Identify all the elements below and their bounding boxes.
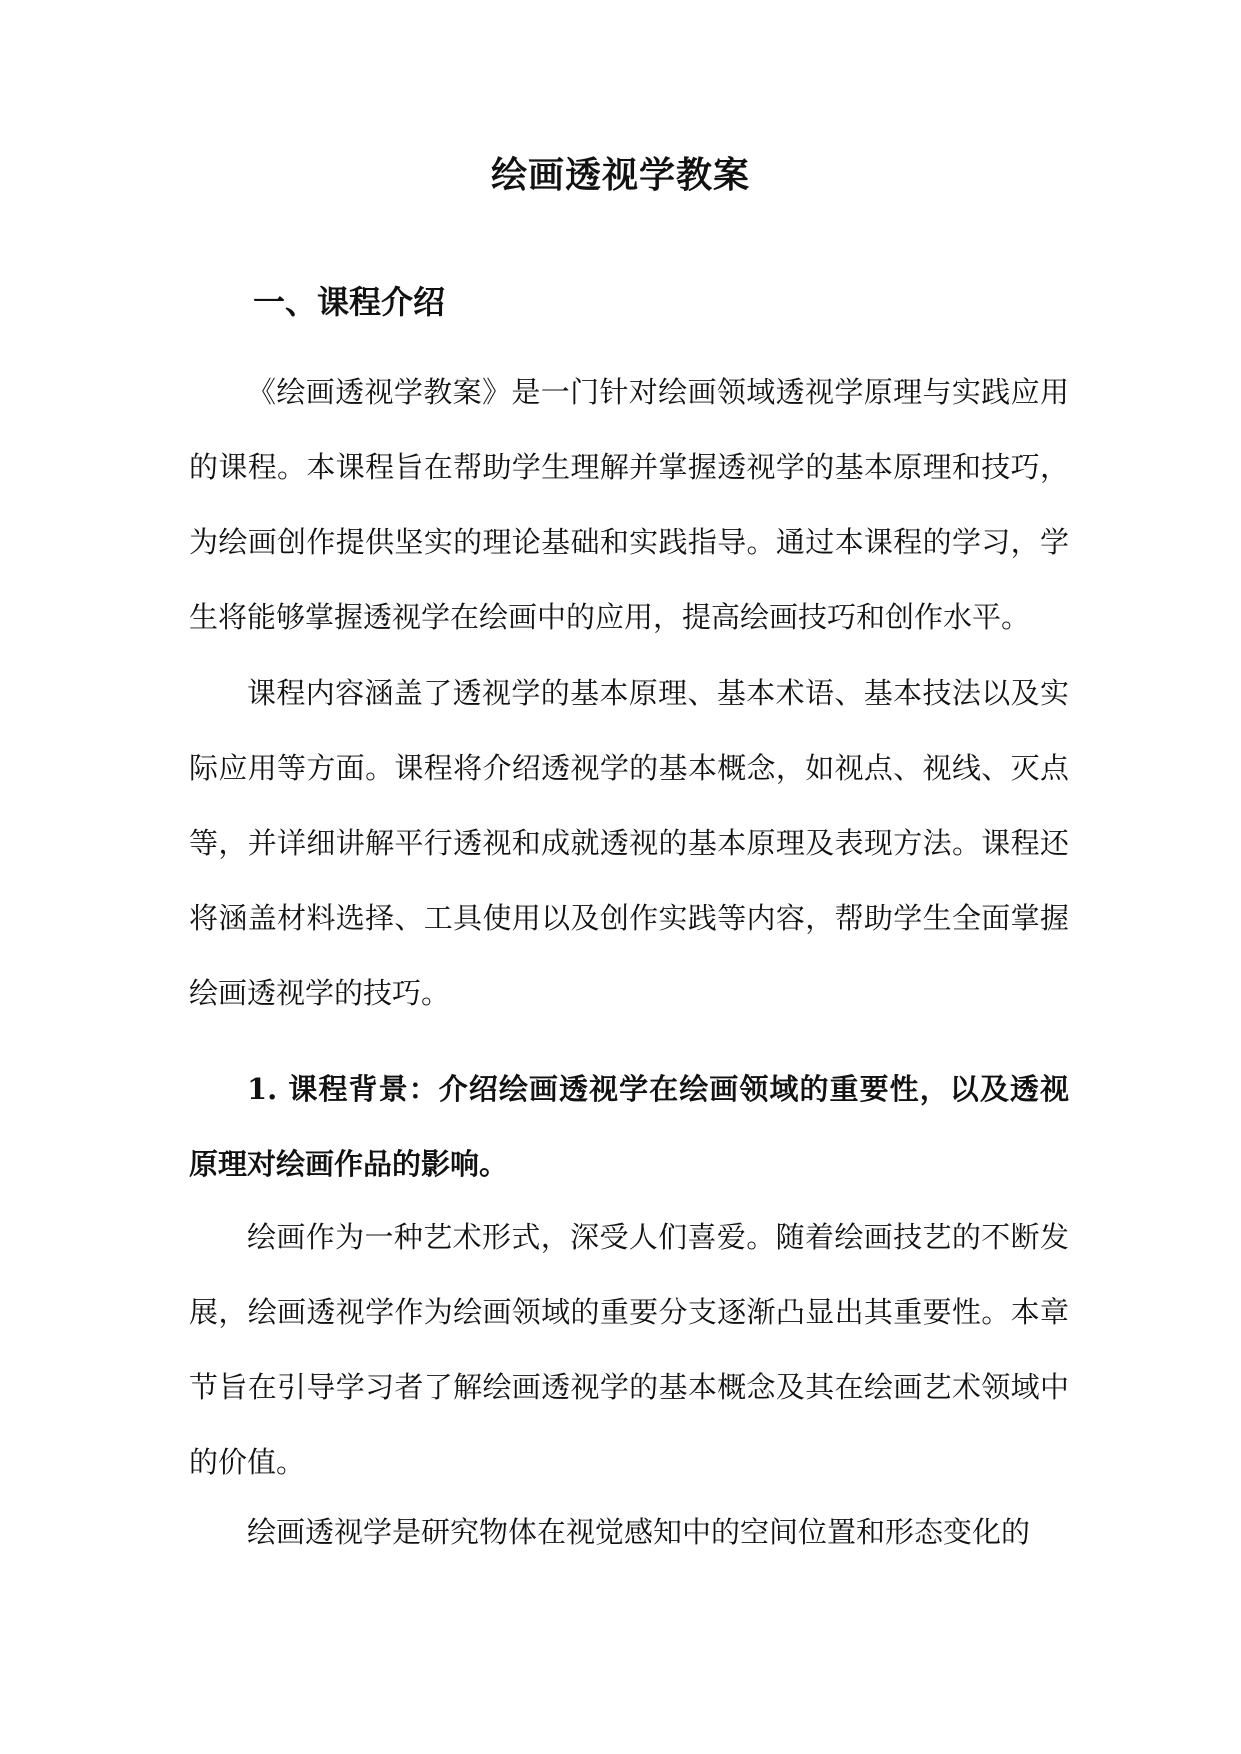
section-heading-course-intro: 一、课程介绍 — [253, 283, 446, 321]
paragraph-background-intro: 绘画作为一种艺术形式，深受人们喜爱。随着绘画技艺的不断发展，绘画透视学作为绘画领域的重要分支逐渐凸显出其重要性。本章节旨在引导学习者了解绘画透视学的基本概念及其在绘画艺术领域中的价值。 — [189, 1220, 1069, 1479]
paragraph-course-content: 课程内容涵盖了透视学的基本原理、基本术语、基本技法以及实际应用等方面。课程将介绍透视学的基本概念，如视点、视线、灭点等，并详细讲解平行透视和成就透视的基本原理及表现方法。课程还将涵盖材料选择、工具使用以及创作实践等内容，帮助学生全面掌握绘画透视学的技巧。 — [189, 676, 1069, 1010]
document-title: 绘画透视学教案 — [490, 154, 750, 196]
subheading-course-background: 1. 课程背景：介绍绘画透视学在绘画领域的重要性，以及透视原理对绘画作品的影响。 — [189, 1072, 1069, 1181]
paragraph-course-overview: 《绘画透视学教案》是一门针对绘画领域透视学原理与实践应用的课程。本课程旨在帮助学生理解并掌握透视学的基本原理和技巧，为绘画创作提供坚实的理论基础和实践指导。通过本课程的学习，学生将能够掌握透视学在绘画中的应用，提高绘画技巧和创作水平。 — [189, 375, 1069, 634]
paragraph-perspective-definition: 绘画透视学是研究物体在视觉感知中的空间位置和形态变化的 — [247, 1515, 1031, 1549]
